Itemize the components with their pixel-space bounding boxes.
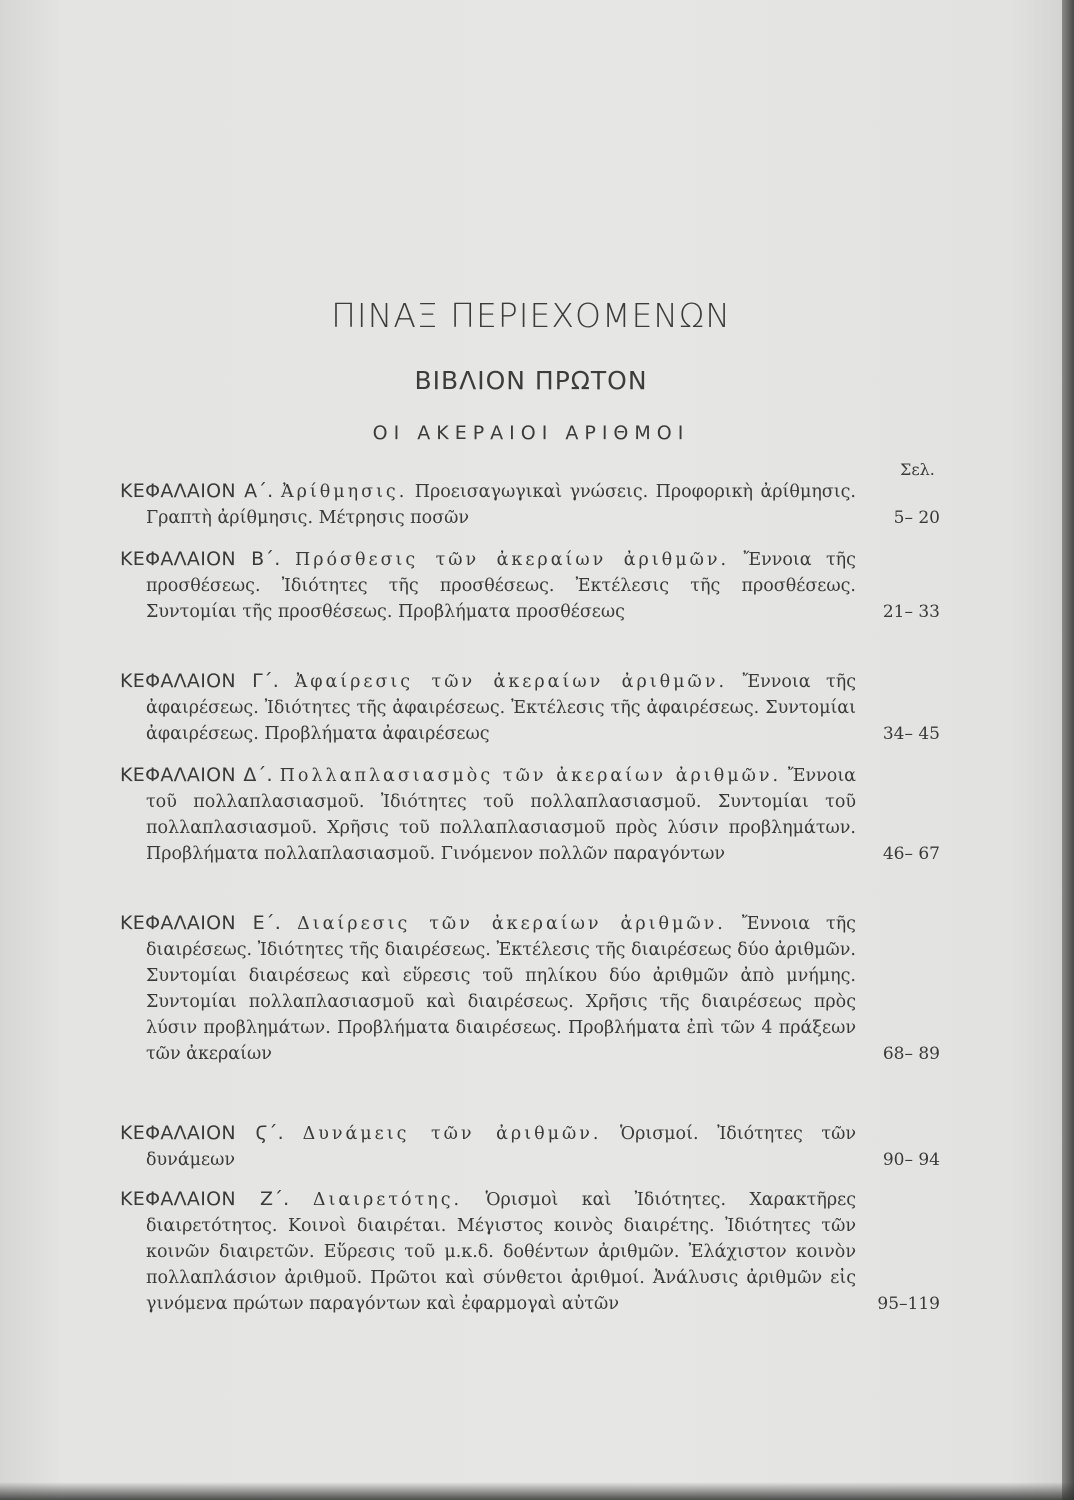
page-edge-shadow (1062, 0, 1074, 1500)
chapter-text (120, 546, 856, 625)
chapter-heading: ΚΕΦΑΛΑΙΟΝ Δ΄. (120, 764, 273, 786)
chapter-entry-d (120, 762, 940, 867)
chapter-pages: 34– 45 (882, 724, 940, 744)
chapter-topic: Πρόσθεσις τῶν ἀκεραίων ἀριθμῶν. (294, 550, 730, 570)
chapter-entry-st (120, 1120, 940, 1173)
chapter-heading: ΚΕΦΑΛΑΙΟΝ Ζ΄. (120, 1188, 290, 1210)
chapter-text (120, 910, 856, 1067)
chapter-heading: ΚΕΦΑΛΑΙΟΝ Γ΄. (120, 670, 280, 692)
chapter-topic: Δυνάμεις τῶν ἀριθμῶν. (302, 1124, 602, 1144)
chapter-heading: ΚΕΦΑΛΑΙΟΝ Β΄. (120, 548, 281, 570)
chapter-heading: ΚΕΦΑΛΑΙΟΝ Ε΄. (120, 912, 282, 934)
chapter-pages: 21– 33 (882, 602, 940, 622)
chapter-entry-z (120, 1186, 940, 1317)
chapter-entry-c (120, 668, 940, 747)
page-bottom-shadow (0, 1482, 1074, 1500)
chapter-topic: Πολλαπλασιασμὸς τῶν ἀκεραίων ἀριθμῶν. (279, 766, 782, 786)
chapter-pages: 90– 94 (882, 1150, 940, 1170)
chapter-heading: ΚΕΦΑΛΑΙΟΝ Ϛ΄. (120, 1122, 284, 1144)
chapter-entry-e (120, 910, 940, 1067)
chapter-topic: Διαίρεσις τῶν ἀκεραίων ἀριθμῶν. (297, 914, 726, 934)
chapter-topic: Ἀρίθμησις. (280, 482, 408, 502)
page-column-header: Σελ. (900, 460, 935, 479)
chapter-heading: ΚΕΦΑΛΑΙΟΝ Α΄. (120, 480, 274, 502)
chapter-text (120, 1186, 856, 1317)
page-title: ΠΙΝΑΞ ΠΕΡΙΕΧΟΜΕΝΩΝ (331, 296, 731, 335)
chapter-entry-b (120, 546, 940, 625)
chapter-text (120, 668, 856, 747)
chapter-text (120, 478, 856, 531)
chapter-text (120, 1120, 856, 1173)
chapter-pages: 46– 67 (882, 844, 940, 864)
chapter-description: Ἔννοια τοῦ πολλαπλασιασμοῦ. Ἰδιότητες τοῦ πολλαπλασιασμοῦ. Συντομίαι τοῦ πολλαπλασιασμοῦ. Χρῆσις τοῦ πολλαπλασιασμοῦ πρὸς λύσιν προβλημάτων. Προβλήματα πολλαπλασιασμοῦ. Γινόμενον πολλῶν παραγόντων (146, 766, 856, 864)
chapter-pages: 68– 89 (882, 1044, 940, 1064)
chapter-pages: 5– 20 (893, 508, 940, 528)
chapter-pages: 95–119 (877, 1294, 940, 1314)
chapter-description: Ἔννοια τῆς διαιρέσεως. Ἰδιότητες τῆς διαιρέσεως. Ἐκτέλεσις τῆς διαιρέσεως δύο ἀριθμῶν. Συντομίαι διαιρέσεως καὶ εὕρεσις τοῦ πηλίκου δύο ἀριθμῶν ἀπὸ μνήμης. Συντομίαι πολλαπλασιασμοῦ καὶ διαιρέσεως. Χρῆσις τῆς διαιρέσεως πρὸς λύσιν προβλημάτων. Προβλήματα διαιρέσεως. Προβλήματα ἐπὶ τῶν 4 πράξεων τῶν ἀκεραίων (146, 914, 856, 1064)
chapter-topic: Ἀφαίρεσις τῶν ἀκεραίων ἀριθμῶν. (294, 672, 728, 692)
chapter-description: Ἔννοια τῆς ἀφαιρέσεως. Ἰδιότητες τῆς ἀφαιρέσεως. Ἐκτέλεσις τῆς ἀφαιρέσεως. Συντομίαι ἀφαιρέσεως. Προβλήματα ἀφαιρέσεως (146, 672, 857, 744)
book-heading: ΒΙΒΛΙΟΝ ΠΡΩΤΟΝ (414, 366, 648, 395)
chapter-topic: Διαιρετότης. (312, 1190, 463, 1210)
chapter-text (120, 762, 856, 867)
chapter-description: Ὁρισμοί. Ἰδιότητες τῶν δυνάμεων (146, 1124, 856, 1170)
subject-heading: ΟΙ ΑΚΕΡΑΙΟΙ ΑΡΙΘΜΟΙ (372, 422, 690, 444)
chapter-description: Ἔννοια τῆς προσθέσεως. Ἰδιότητες τῆς προσθέσεως. Ἐκτέλεσις τῆς προσθέσεως. Συντομίαι τῆς προσθέσεως. Προβλήματα προσθέσεως (146, 550, 856, 622)
chapter-description: Προεισαγωγικαὶ γνώσεις. Προφορικὴ ἀρίθμησις. Γραπτὴ ἀρίθμησις. Μέτρησις ποσῶν (146, 482, 856, 528)
chapter-description: Ὁρισμοὶ καὶ Ἰδιότητες. Χαρακτῆρες διαιρετότητος. Κοινοὶ διαιρέται. Μέγιστος κοινὸς διαιρέτης. Ἰδιότητες τῶν κοινῶν διαιρετῶν. Εὕρεσις τοῦ μ.κ.δ. δοθέντων ἀριθμῶν. Ἐλάχιστον κοινὸν πολλαπλάσιον ἀριθμοῦ. Πρῶτοι καὶ σύνθετοι ἀριθμοί. Ἀνάλυσις ἀριθμῶν εἰς γινόμενα πρώτων παραγόντων καὶ ἐφαρμογαὶ αὐτῶν (146, 1190, 856, 1314)
chapter-entry-a (120, 478, 940, 531)
